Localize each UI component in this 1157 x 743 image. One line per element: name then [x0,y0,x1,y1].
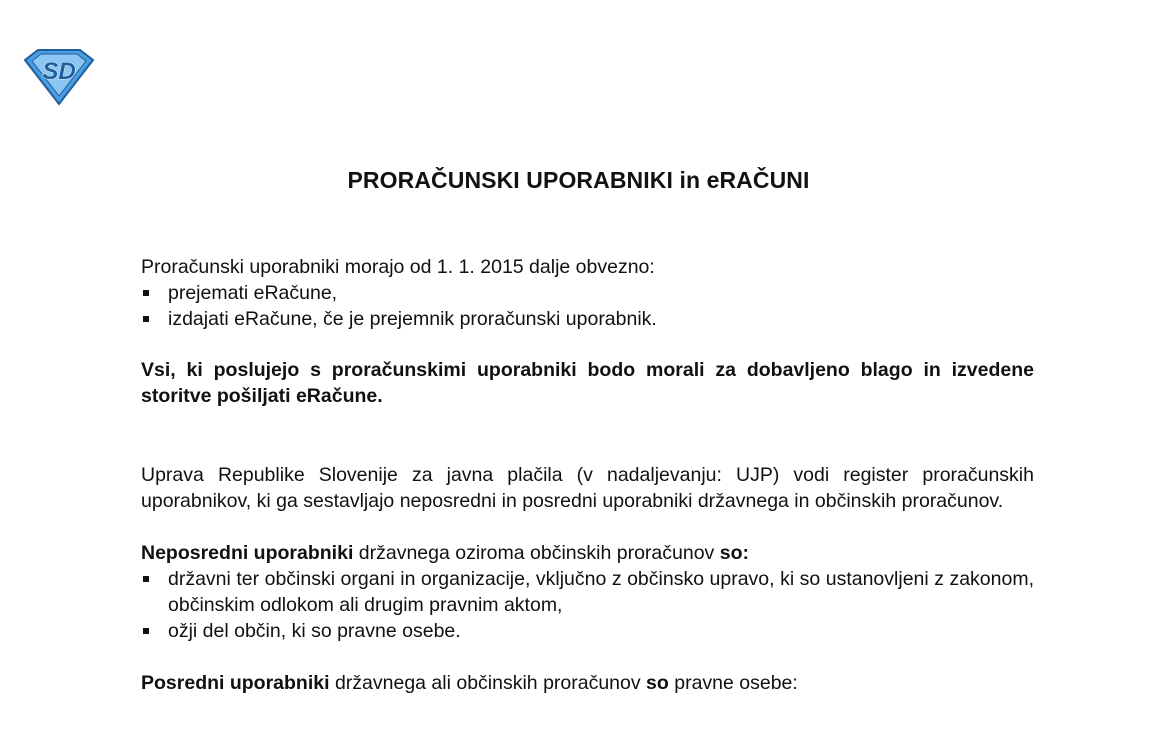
intro-lead: Proračunski uporabniki morajo od 1. 1. 2015 dalje obvezno: [141,256,655,278]
indirect-users-term: Posredni uporabniki [141,672,330,694]
indirect-users-middle: državnega ali občinskih proračunov [329,672,647,694]
page-title: PRORAČUNSKI UPORABNIKI in eRAČUNI [347,167,810,193]
direct-users-heading [141,540,1034,566]
notice-paragraph: Vsi, ki poslujejo s proračunskimi uporabniki bodo morali za dobavljeno blago in izvedene storitve pošiljati eRačune. [141,359,1034,407]
direct-users-item: državni ter občinski organi in organizacije, vključno z občinsko upravo, ki so ustanovljeni z zakonom, občinskim odlokom ali drugim pravnim aktom, [141,566,1034,618]
logo-text: SD [42,58,76,85]
direct-users-middle: državnega oziroma občinskih proračunov [353,542,720,564]
register-paragraph: Uprava Republike Slovenije za javna plačila (v nadaljevanju: UJP) vodi register proračunskih uporabnikov, ki ga sestavljajo neposredni in posredni uporabniki državnega in občinskih proračunov. [141,464,1034,512]
direct-users-term: Neposredni uporabniki [141,542,354,564]
indirect-users-heading [141,670,1034,696]
intro-bullet-item: izdajati eRačune, če je prejemnik proračunski uporabnik. [141,306,1034,332]
intro-bullet-item: prejemati eRačune, [141,280,1034,306]
direct-users-list [141,566,1034,644]
intro-bullet-list [141,280,1034,332]
document-body [141,254,1034,696]
direct-users-item: ožji del občin, ki so pravne osebe. [141,618,1034,644]
indirect-users-verb: so [646,672,669,694]
sd-shield-logo-icon [22,48,96,106]
sd-logo [22,48,96,106]
direct-users-verb: so: [719,542,749,564]
indirect-users-rest: pravne osebe: [668,672,798,694]
